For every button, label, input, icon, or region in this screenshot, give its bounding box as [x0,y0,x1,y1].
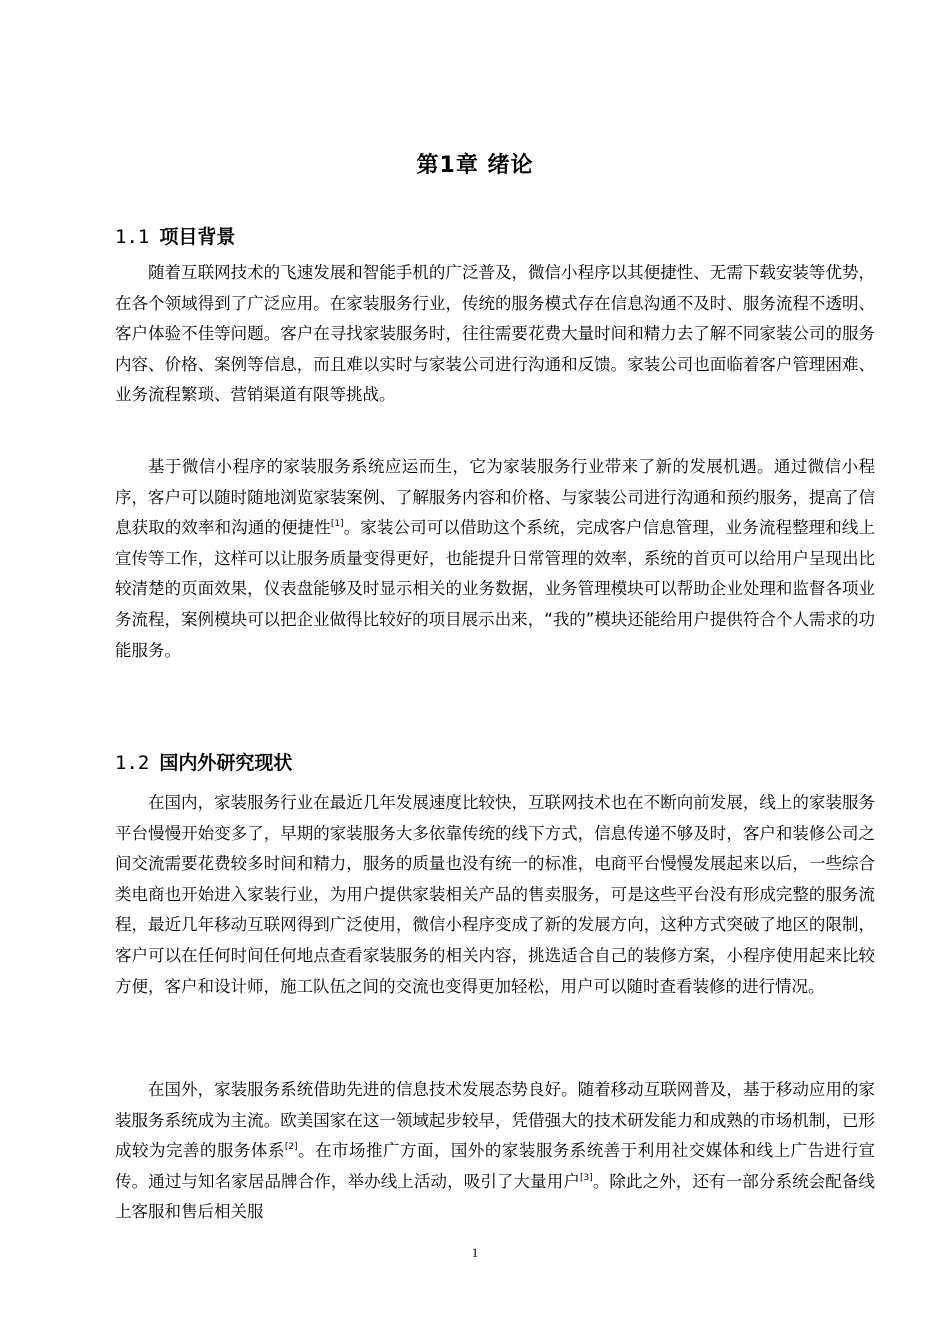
paragraph [115,788,875,1002]
citation-ref: [1] [330,519,344,530]
section-number: 1.2 [115,752,150,774]
chapter-title: 第1章 绪论 [416,153,534,178]
paragraph-text: 。除此之外，还有一部分系统会配备线上客服和售后相关服 [115,1171,876,1222]
citation-ref: [3] [579,1172,593,1183]
section-heading-1-2 [115,748,292,775]
page-number: 1 [471,1245,479,1260]
paragraph-text: 基于微信小程序的家装服务系统应运而生，它为家装服务行业带来了新的发展机遇。通过微信小程序，客户可以随时随地浏览家装案例、了解服务内容和价格、与家装公司进行沟通和预约服务，提高了信息获取的效率和沟通的便捷性 [115,457,875,538]
paragraph-text: 。在市场推广方面，国外的家装服务系统善于利用社交媒体和线上广告进行宣传。通过与知名家居品牌合作，举办线上活动，吸引了大量用户 [115,1141,876,1191]
paragraph-text: 在国外，家装服务系统借助先进的信息技术发展态势良好。随着移动互联网普及，基于移动应用的家装服务系统成为主流。欧美国家在这一领域起步较早，凭借强大的技术研发能力和成熟的市场机制，已形成较为完善的服务体系 [115,1080,875,1161]
citation-ref: [2] [284,1142,298,1153]
section-number: 1.1 [115,226,150,248]
section-title: 国内外研究现状 [159,752,293,774]
section-title: 项目背景 [159,226,236,248]
paragraph [115,452,875,666]
section-heading-1-1 [115,222,235,249]
paragraph [115,1075,875,1228]
paragraph-text: 在国内，家装服务行业在最近几年发展速度比较快，互联网技术也在不断向前发展，线上的家装服务平台慢慢开始变多了，早期的家装服务大多依靠传统的线下方式，信息传递不够及时，客户和装修公司之间交流需要花费较多时间和精力，服务的质量也没有统一的标准，电商平台慢慢发展起来以后，一些综合类电商也开始进入家装行业，为用户提供家装相关产品的售卖服务，可是这些平台没有形成完整的服务流程，最近几年移动互联网得到广泛使用，微信小程序变成了新的发展方向，这种方式突破了地区的限制，客户可以在任何时间任何地点查看家装服务的相关内容，挑选适合自己的装修方案，小程序使用起来比较方便，客户和设计师，施工队伍之间的交流也变得更加轻松，用户可以随时查看装修的进行情况。 [115,793,875,996]
paragraph-text: 随着互联网技术的飞速发展和智能手机的广泛普及，微信小程序以其便捷性、无需下载安装等优势，在各个领域得到了广泛应用。在家装服务行业，传统的服务模式存在信息沟通不及时、服务流程不透明、客户体验不佳等问题。客户在寻找家装服务时，往往需要花费大量时间和精力去了解不同家装公司的服务内容、价格、案例等信息，而且难以实时与家装公司进行沟通和反馈。家装公司也面临着客户管理困难、业务流程繁琐、营销渠道有限等挑战。 [115,263,875,405]
paragraph-text: 。家装公司可以借助这个系统，完成客户信息管理，业务流程整理和线上宣传等工作，这样可以让服务质量变得更好，也能提升日常管理的效率，系统的首页可以给用户呈现出比较清楚的页面效果，仪表盘能够及时显示相关的业务数据，业务管理模块可以帮助企业处理和监督各项业务流程，案例模块可以把企业做得比较好的项目展示出来，“我的”模块还能给用户提供符合个人需求的功能服务。 [115,518,876,660]
paragraph [115,258,875,411]
